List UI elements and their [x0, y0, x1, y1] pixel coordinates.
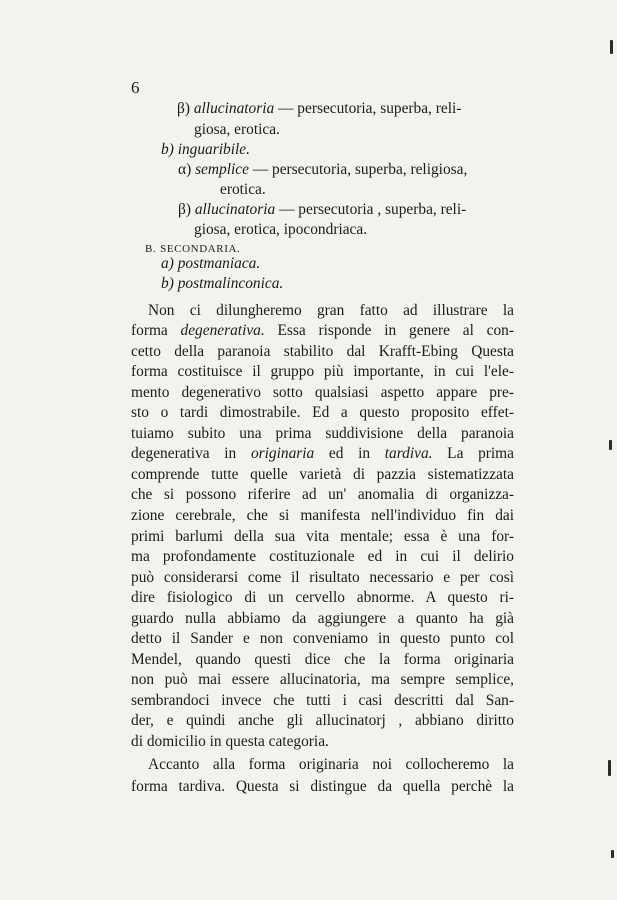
scan-speck [609, 440, 612, 450]
text-run: forma [131, 322, 168, 339]
paragraph-line: zione cerebrale, che si manifesta nell'individuo fin dai [131, 507, 514, 524]
item-marker: β) [177, 100, 190, 117]
item-text: — persecutoria , superba, reli- [279, 201, 467, 218]
outline-item-beta-allucinatoria [177, 99, 461, 119]
paragraph-line: detto il Sander e non conveniamo in questo punto col [131, 630, 514, 647]
item-term: postmalinconica. [177, 275, 284, 292]
paragraph-line: forma costituisce il gruppo più importante, in cui l'ele- [131, 363, 514, 380]
text-run: degenerativa in [131, 445, 237, 462]
item-term: inguaribile. [177, 141, 250, 158]
item-marker: α) [178, 161, 192, 178]
outline-item-continuation: erotica. [220, 181, 266, 198]
item-term: postmaniaca. [177, 255, 261, 272]
outline-item-inguaribile [161, 140, 250, 160]
page-number: 6 [131, 78, 140, 97]
paragraph-line: comprende tutte quelle varietà di pazzia sistematizzata [131, 466, 514, 483]
paragraph-line: può considerarsi come il risultato necessario e per così [131, 569, 514, 586]
paragraph-line [131, 444, 514, 464]
scan-speck [610, 40, 613, 54]
paragraph-line: non può mai essere allucinatoria, ma sempre semplice, [131, 671, 514, 688]
item-term: allucinatoria [194, 201, 276, 218]
outline-item-continuation: giosa, erotica. [194, 121, 280, 138]
item-text: — persecutoria, superba, reli- [278, 100, 462, 117]
paragraph-line [131, 321, 514, 341]
italic-term: originaria [250, 445, 315, 462]
scan-speck [611, 850, 614, 858]
italic-term: degenerativa. [180, 322, 265, 339]
paragraph-line: tuiamo subito una prima suddivisione della paranoia [131, 425, 514, 442]
outline-item-beta-allucinatoria-2 [178, 200, 466, 220]
italic-term: tardiva. [384, 445, 433, 462]
text-run: Essa risponde in genere al con- [277, 322, 515, 339]
paragraph-line: ma profondamente costituzionale ed in cui il delirio [131, 548, 514, 565]
item-term: allucinatoria [193, 100, 275, 117]
item-marker: b) [161, 275, 174, 292]
paragraph-line: sto o tardi dimostrabile. Ed a questo proposito effet- [131, 404, 514, 421]
outline-item-postmaniaca [161, 254, 260, 274]
item-marker: a) [161, 255, 174, 272]
paragraph-line: guardo nulla abbiamo da aggiungere a quanto ha già [131, 610, 514, 627]
outline-item-postmalinconica [161, 274, 283, 294]
paragraph-line: Non ci dilungheremo gran fatto ad illustrare la [148, 302, 514, 319]
item-text: — persecutoria, superba, religiosa, [252, 161, 468, 178]
text-run: La prima [447, 445, 514, 462]
paragraph-line: cetto della paranoia stabilito dal Krafft-Ebing Questa [131, 343, 514, 360]
scan-speck [608, 760, 611, 776]
paragraph-line: che si possono riferire ad un' anomalia di organizza- [131, 486, 514, 503]
paragraph-line: der, e quindi anche gli allucinatorj , abbiano diritto [131, 712, 514, 729]
paragraph-line: di domicilio in questa categoria. [131, 733, 329, 750]
item-marker: β) [178, 201, 191, 218]
outline-item-continuation: giosa, erotica, ipocondriaca. [194, 221, 368, 238]
paragraph-line: dire fisiologico di un cervello abnorme. A questo ri- [131, 589, 514, 606]
paragraph-line: Mendel, quando questi dice che la forma originaria [131, 651, 514, 668]
paragraph-line: mento degenerativo sotto qualsiasi aspetto appare pre- [131, 384, 514, 401]
section-marker: B. [145, 243, 157, 255]
paragraph-line: primi barlumi della sua vita mentale; essa è una for- [131, 528, 514, 545]
paragraph-line: sembrandoci invece che tutti i casi descritti dal San- [131, 692, 514, 709]
outline-item-alpha-semplice [178, 160, 467, 180]
paragraph-line: forma tardiva. Questa si distingue da quella perchè la [131, 778, 514, 795]
item-term: semplice [195, 161, 249, 178]
section-label: SECONDARIA. [160, 243, 241, 255]
text-run: ed in [328, 445, 371, 462]
item-marker: b) [161, 141, 174, 158]
paragraph-line: Accanto alla forma originaria noi collocheremo la [148, 756, 514, 773]
